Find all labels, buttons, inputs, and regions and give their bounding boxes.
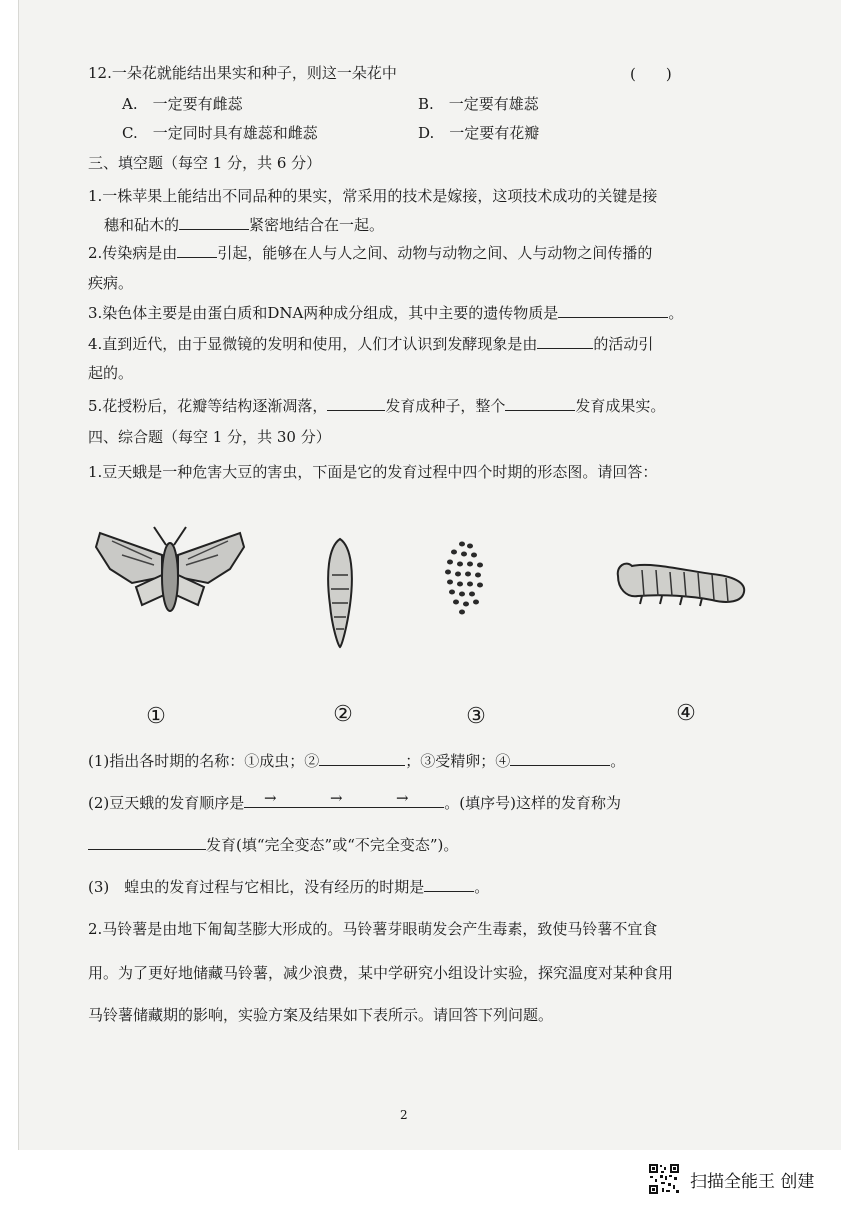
text: 发育成种子，整个 (385, 397, 506, 415)
caption-4: ④ (676, 701, 696, 726)
eggs-figure (440, 538, 490, 618)
answer-blank (177, 243, 217, 258)
text: 穗和砧木的 (104, 216, 180, 234)
comp-q2-line2: 用。为了更好地储藏马铃薯，减少浪费，某中学研究小组设计实验，探究温度对某种食用 (88, 964, 674, 982)
fill-q5 (88, 395, 665, 416)
answer-blank (179, 215, 249, 230)
answer-blank (327, 396, 385, 411)
sequence-blank (244, 789, 444, 808)
arrow: → (395, 789, 409, 807)
text: 4.直到近代，由于显微镜的发明和使用，人们才认识到发酵现象是由 (88, 335, 538, 353)
comp-q2-line3: 马铃薯储藏期的影响，实验方案及结果如下表所示。请回答下列问题。 (88, 1006, 554, 1024)
text: ；③受精卵；④ (405, 752, 511, 770)
comp-q2-line1: 2.马铃薯是由地下匍匐茎膨大形成的。马铃薯芽眼萌发会产生毒素，致使马铃薯不宜食 (88, 920, 658, 938)
page-number: 2 (400, 1108, 408, 1122)
section-4-title: 四、综合题（每空 1 分，共 30 分） (88, 428, 331, 446)
fill-q1-line1: 1.一株苹果上能结出不同品种的果实，常采用的技术是嫁接，这项技术成功的关键是接 (88, 187, 658, 205)
text: 5.花授粉后，花瓣等结构逐渐凋落， (88, 397, 328, 415)
arrow: → (263, 789, 277, 807)
text: 发育(填“完全变态”或“不完全变态”)。 (206, 836, 459, 854)
fill-q4-line2: 起的。 (88, 364, 134, 382)
text: (2)豆天蛾的发育顺序是 (88, 794, 245, 812)
sub-question-3 (88, 876, 489, 897)
text: 引起，能够在人与人之间、动物与动物之间、人与动物之间传播的 (217, 244, 653, 262)
option-d: D. 一定要有花瓣 (418, 124, 540, 142)
fill-q2-line1 (88, 242, 652, 263)
sub-question-2 (88, 789, 621, 813)
answer-blank (505, 396, 575, 411)
pupa-figure (322, 535, 358, 651)
scanner-watermark (648, 1163, 814, 1195)
fill-q3 (88, 302, 683, 323)
text: (1)指出各时期的名称：①成虫；② (88, 752, 320, 770)
option-b: B. 一定要有雄蕊 (418, 95, 539, 113)
q12-stem: 12.一朵花就能结出果实和种子，则这一朵花中 (88, 64, 397, 82)
answer-blank (537, 334, 593, 349)
answer-blank (319, 751, 405, 766)
fill-q2-line2: 疾病。 (88, 274, 134, 292)
option-c: C. 一定同时具有雄蕊和雌蕊 (122, 124, 318, 142)
text: 发育成果实。 (575, 397, 666, 415)
text: 。 (668, 304, 684, 322)
caption-2: ② (333, 702, 353, 727)
option-a: A. 一定要有雌蕊 (122, 95, 243, 113)
comp-q1-stem: 1.豆天蛾是一种危害大豆的害虫，下面是它的发育过程中四个时期的形态图。请回答： (88, 463, 658, 481)
answer-blank (558, 303, 668, 318)
text: 紧密地结合在一起。 (249, 216, 385, 234)
sub-question-1 (88, 750, 625, 771)
text: 的活动引 (593, 335, 654, 353)
answer-blank (510, 751, 610, 766)
text: 。 (474, 878, 490, 896)
text: 。(填序号)这样的发育称为 (444, 794, 621, 812)
caption-3: ③ (466, 704, 486, 729)
fill-q4-line1 (88, 333, 653, 354)
watermark-text: 扫描全能王 创建 (690, 1171, 815, 1192)
section-3-title: 三、填空题（每空 1 分，共 6 分） (88, 154, 322, 172)
qr-code-icon (648, 1163, 680, 1195)
adult-moth-figure (92, 525, 248, 625)
caption-1: ① (146, 704, 166, 729)
answer-blank (88, 835, 206, 850)
text: 3.染色体主要是由蛋白质和DNA两种成分组成，其中主要的遗传物质是 (88, 304, 559, 322)
text: 。 (610, 752, 626, 770)
fill-q1-line2 (104, 214, 384, 235)
larva-figure (612, 556, 750, 612)
text: (3) 蝗虫的发育过程与它相比，没有经历的时期是 (88, 878, 425, 896)
arrow: → (329, 789, 343, 807)
answer-blank (424, 877, 474, 892)
answer-parentheses: ( ) (630, 65, 672, 83)
text: 2.传染病是由 (88, 244, 178, 262)
sub-question-2-line2 (88, 834, 458, 855)
